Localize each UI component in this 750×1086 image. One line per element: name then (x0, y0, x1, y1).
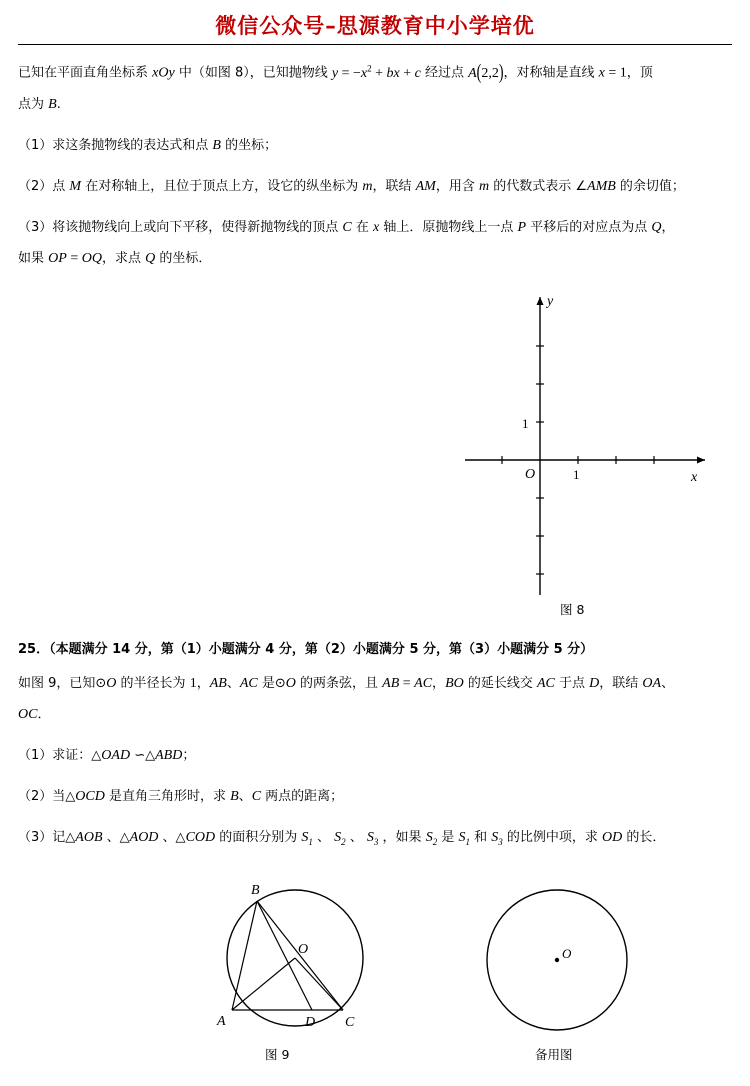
stem-text-5: ，顶 (626, 65, 653, 81)
problem-25-item-3: （3）记△AOB 、△AOD 、△COD 的面积分别为 $S_1$ 、 $S_2$ 、 $S_3$ ，如果 $S_2$ 是 $S_1$ 和 $S_3$ 的比例中项，求 OD 的长． (18, 830, 666, 847)
problem-25-heading: 25．（本题满分 14 分，第（1）小题满分 4 分，第（2）小题满分 5 分，第（3）小题满分 5 分） (18, 642, 594, 657)
problem-24-item-3: （3）将该抛物线向上或向下平移，使得新抛物线的顶点 C 在 x 轴上．原抛物线上一点 P 平移后的对应点为点 Q， (18, 219, 675, 235)
svg-text:1: 1 (522, 416, 529, 431)
problem-25-item-1: （1）求证：△OAD ∽△ABD； (18, 748, 196, 763)
svg-text:A: A (217, 1014, 226, 1029)
problem-24-item-2: （2）点 M 在对称轴上，且位于顶点上方，设它的纵坐标为 m，联结 AM，用含 m 的代数式表示 ∠AMB 的余切值； (18, 178, 685, 194)
svg-text:D: D (305, 1015, 316, 1030)
stem-text-4: ，对称轴是直线 (503, 65, 599, 81)
spare-circle-diagram (470, 885, 645, 1040)
svg-text:O: O (562, 946, 572, 961)
problem-24-item-1: （1）求这条抛物线的表达式和点 B 的坐标； (18, 137, 278, 153)
svg-text:O: O (525, 467, 536, 482)
problem-24-item-3-line2: 如果 OP = OQ，求点 Q 的坐标． (18, 250, 212, 266)
svg-text:O: O (298, 942, 309, 957)
figure-8-caption: 图 8 (560, 602, 585, 617)
stem-text-1: 已知在平面直角坐标系 (18, 65, 153, 81)
problem-24-body (0, 53, 750, 274)
problem-25-body (0, 668, 750, 857)
svg-text:B: B (251, 883, 260, 898)
problem-24-stem-line2: 点为 B. (18, 96, 61, 112)
svg-text:x: x (691, 470, 698, 485)
problem-25-item-2: （2）当△OCD 是直角三角形时，求 B、C 两点的距离； (18, 789, 344, 804)
figure-9-caption: 图 9 (265, 1047, 290, 1062)
figure-9-diagram (195, 880, 415, 1040)
svg-text:C: C (345, 1015, 355, 1030)
stem-text-3: 经过点 (420, 65, 469, 81)
stem-text-2: 中（如图 8），已知抛物线 (174, 65, 332, 81)
spare-circle-caption: 备用图 (535, 1047, 573, 1062)
page-title: 微信公众号–思源教育中小学培优 (215, 14, 535, 38)
svg-text:1: 1 (573, 467, 580, 482)
problem-25-stem-line2: OC． (18, 707, 51, 722)
svg-text:y: y (547, 294, 554, 309)
problem-25-stem-line1: 如图 9，已知⊙O 的半径长为 1，AB、AC 是⊙O 的两条弦，且 AB = AC，BO 的延长线交 AC 于点 D，联结 OA、 (18, 676, 675, 691)
figure-8-axes (455, 285, 715, 615)
header-divider (18, 44, 732, 45)
problem-24-stem: 已知在平面直角坐标系 xOy 中（如图 8），已知抛物线 $y = -x^2$ + bx + c 经过点 A(2,2)，对称轴是直线 x = 1，顶 (18, 61, 653, 85)
